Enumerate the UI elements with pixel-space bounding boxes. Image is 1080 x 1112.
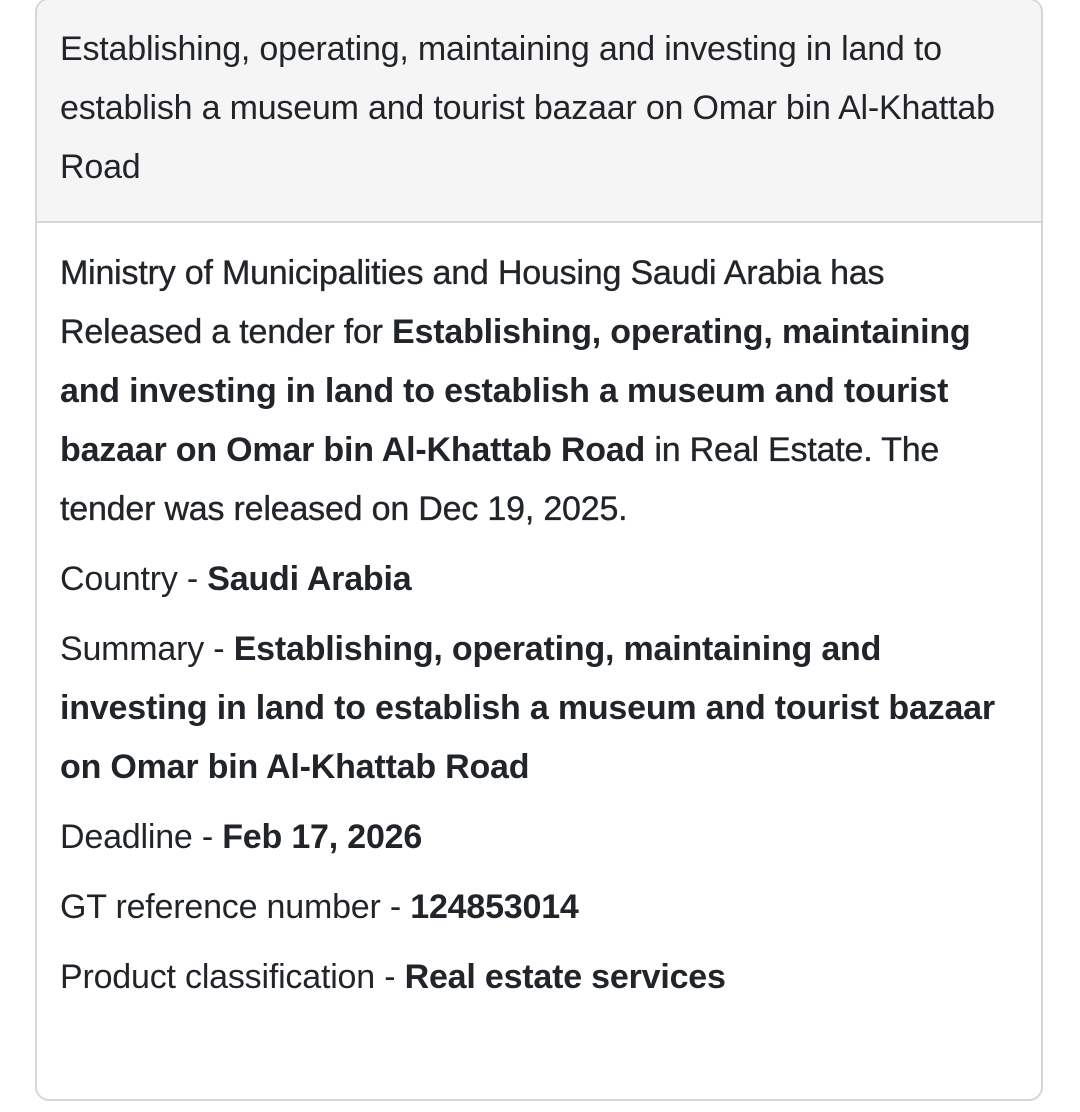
field-gt-reference-number	[60, 878, 1017, 937]
card-header	[37, 0, 1041, 223]
field-label: Country -	[60, 560, 208, 598]
field-value: Real estate services	[404, 958, 726, 996]
field-value: Establishing, operating, maintaining and investing in land to establish a museum and tourist bazaar on Omar bin Al-Khattab Road	[60, 630, 995, 786]
tender-card	[35, 0, 1043, 1101]
field-deadline	[60, 808, 1017, 867]
card-body	[37, 223, 1041, 1007]
field-value: 124853014	[410, 888, 579, 926]
field-label: Summary -	[60, 630, 234, 668]
field-country	[60, 550, 1017, 609]
field-label: Product classification -	[60, 958, 405, 996]
field-product-classification	[60, 948, 1017, 1007]
tender-header-title: Establishing, operating, maintaining and investing in land to establish a museum and tourist bazaar on Omar bin Al-Khattab Road	[60, 30, 995, 186]
organization-name: Ministry of Municipalities and Housing Saudi Arabia	[60, 254, 821, 292]
intro-sector-date-text: in Real Estate. The tender was released on Dec 19, 2025.	[60, 431, 940, 528]
field-summary	[60, 620, 1017, 797]
field-label: Deadline -	[60, 818, 223, 856]
field-value: Feb 17, 2026	[222, 818, 423, 856]
intro-tender-title: Establishing, operating, maintaining and investing in land to establish a museum and tourist bazaar on Omar bin Al-Khattab Road	[60, 313, 971, 469]
tender-intro	[60, 244, 1017, 539]
field-value: Saudi Arabia	[207, 560, 412, 598]
intro-released-text: has Released a tender for	[60, 254, 885, 351]
field-label: GT reference number -	[60, 888, 411, 926]
